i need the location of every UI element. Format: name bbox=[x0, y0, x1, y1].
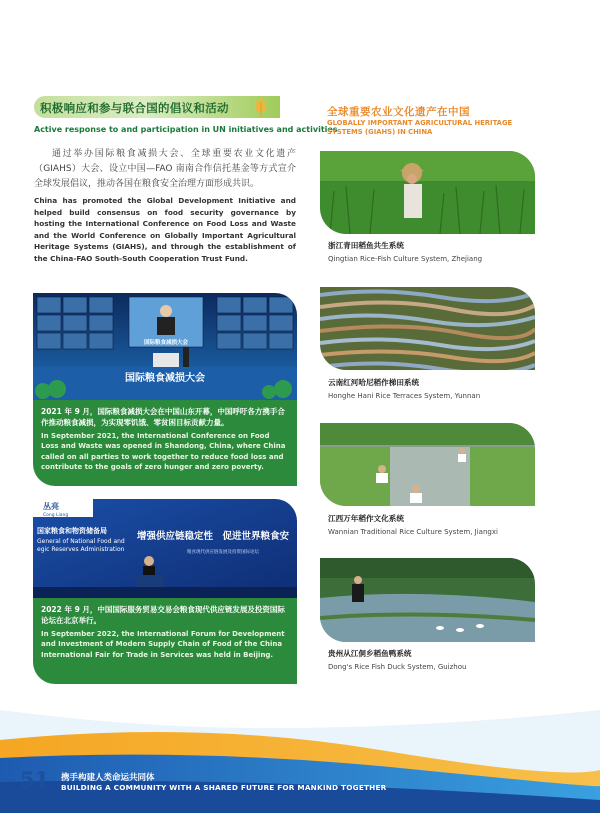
logo-en-text: Cong Liang bbox=[43, 513, 69, 518]
org-en-text-2: egic Reserves Administration bbox=[37, 546, 125, 553]
heritage-name-en-1: Qingtian Rice-Fish Culture System, Zhejiang bbox=[328, 255, 483, 263]
section-title-en: Active response to and participation in UN initiatives and activities bbox=[34, 125, 338, 134]
screen-title-text: 国际粮食减损大会 bbox=[143, 340, 189, 346]
heritage-name-en-3: Wannian Traditional Rice Culture System, Jiangxi bbox=[328, 528, 498, 536]
heritage-name-cn-1: 浙江青田稻鱼共生系统 bbox=[328, 241, 404, 250]
page-number: 51 bbox=[20, 767, 50, 792]
heritage-title-cn: 全球重要农业文化遗产在中国 bbox=[327, 106, 470, 118]
wheat-icon bbox=[250, 96, 272, 118]
logo-cn-text: 丛亮 bbox=[43, 502, 59, 511]
event-caption-2022 bbox=[33, 598, 297, 684]
heritage-photo-qingtian bbox=[320, 151, 535, 234]
heritage-name-en-2: Honghe Hani Rice Terraces System, Yunnan bbox=[328, 392, 481, 400]
heritage-photo-congjiang bbox=[320, 558, 535, 642]
org-en-text-1: General of National Food and bbox=[37, 538, 125, 545]
section-title-banner bbox=[34, 96, 280, 118]
stage-banner-text: 国际粮食减损大会 bbox=[125, 373, 205, 384]
forum-2022-photo bbox=[33, 499, 297, 598]
footer-title-en: BUILDING A COMMUNITY WITH A SHARED FUTURE FOR MANKIND TOGETHER bbox=[61, 783, 387, 792]
event-card-2021 bbox=[33, 293, 297, 486]
heritage-photo-wannian bbox=[320, 423, 535, 506]
event-caption-cn: 2022 年 9 月，中国国际服务贸易交易会粮食现代供应链发展及投资国际论坛在北京举行。 bbox=[41, 605, 285, 625]
conference-2021-photo bbox=[33, 293, 297, 400]
heritage-title-en: GLOBALLY IMPORTANT AGRICULTURAL HERITAGE SYSTEMS (GIAHS) IN CHINA bbox=[327, 119, 513, 136]
footer-wave-decoration bbox=[0, 690, 600, 813]
intro-text-en: China has promoted the Global Development Initiative and helped build consensus on food security governance by hosting the International Conference on Food Loss and Waste and the World Conference on Globally Important Agricultural Heritage Systems (GIAHS), and through the establishment of the China-FAO South-South Cooperation Trust Fund. bbox=[34, 196, 296, 263]
heritage-name-cn-4: 贵州从江侗乡稻鱼鸭系统 bbox=[328, 649, 412, 658]
section-title-cn: 积极响应和参与联合国的倡议和活动 bbox=[40, 101, 229, 115]
intro-text-cn: 通过举办国际粮食减损大会、全球重要农业文化遗产（GIAHS）大会、设立中国—FAO 南南合作信托基金等方式宣介全球发展倡议，推动各国在粮食安全治理方面形成共识。 bbox=[34, 149, 296, 189]
event-caption-en: In September 2021, the International Conference on Food Loss and Waste was opened in Shandong, China, where China called on all parties to work together to reduce food loss and contribute to the goals of zero hunger and zero poverty. bbox=[41, 432, 286, 471]
org-cn-text: 国家粮食和物资储备局 bbox=[37, 527, 107, 535]
event-caption-cn: 2021 年 9 月，国际粮食减损大会在中国山东开幕，中国呼吁各方携手合作推动粮食减损，为实现零饥饿、零贫困目标贡献力量。 bbox=[41, 407, 285, 427]
event-caption-2021 bbox=[33, 400, 297, 486]
event-card-2022 bbox=[33, 499, 297, 684]
slogan-text: 增强供应链稳定性 促进世界粮食安 bbox=[136, 531, 290, 542]
heritage-name-en-4: Dong's Rice Fish Duck System, Guizhou bbox=[328, 663, 467, 671]
heritage-name-cn-3: 江西万年稻作文化系统 bbox=[328, 514, 404, 523]
footer-title-cn: 携手构建人类命运共同体 bbox=[61, 773, 155, 783]
heritage-name-cn-2: 云南红河哈尼稻作梯田系统 bbox=[328, 378, 420, 387]
heritage-photo-honghe bbox=[320, 287, 535, 370]
forum-name-text: 粮食现代供应链发展及投资国际论坛 bbox=[187, 550, 259, 555]
event-caption-en: In September 2022, the International Forum for Development and Investment of Modern Supply Chain of Food of the China International Fair for Trade in Services was held in Beijing. bbox=[41, 630, 285, 659]
